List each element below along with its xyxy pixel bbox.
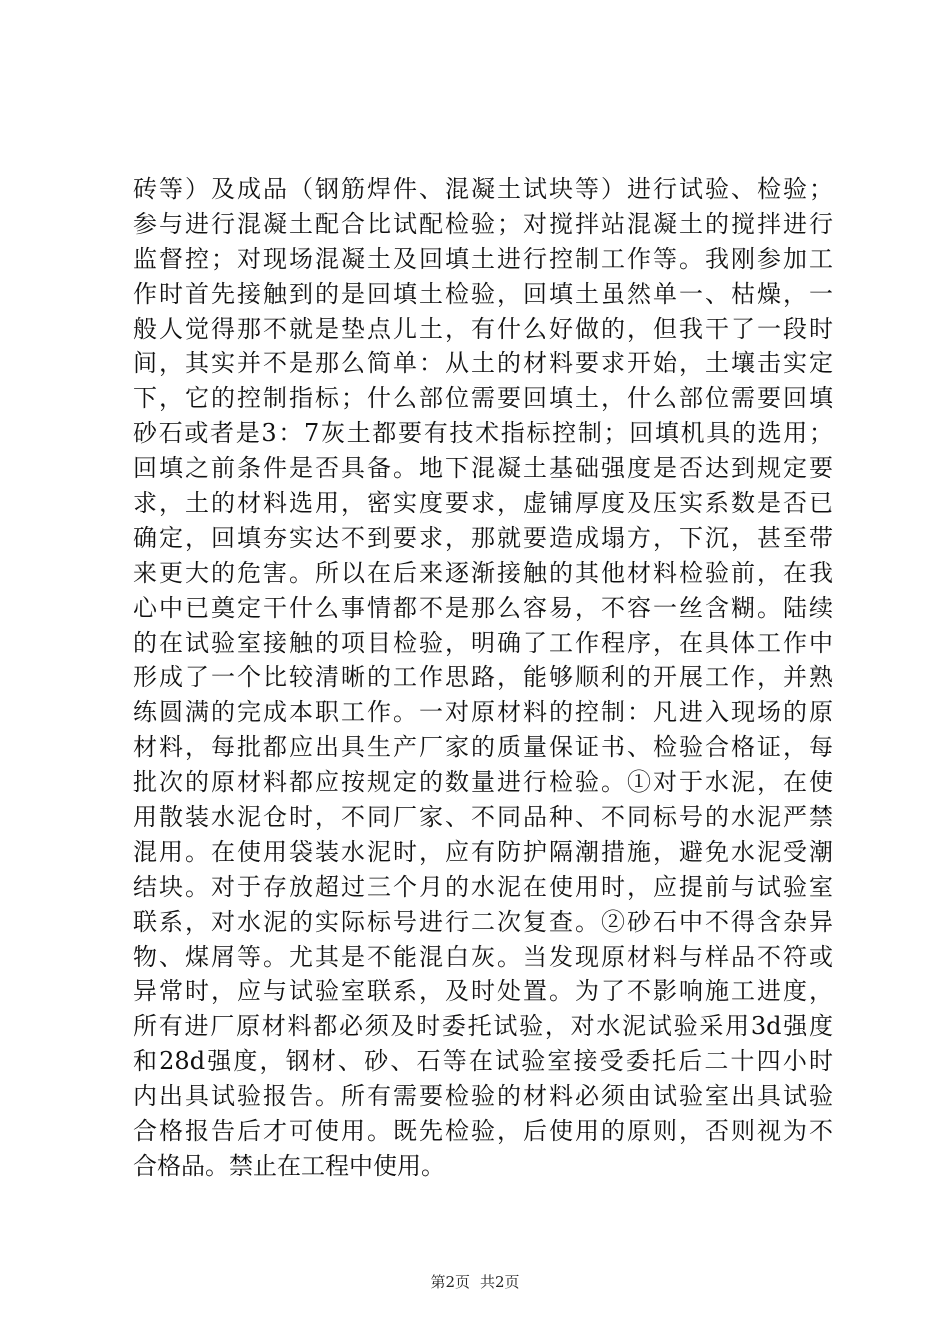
text-line: 异常时，应与试验室联系，及时处置。为了不影响施工进度， [133, 977, 833, 1006]
text-line: 下，它的控制指标；什么部位需要回填土，什么部位需要回填 [133, 384, 833, 413]
text-line: 内出具试验报告。所有需要检验的材料必须由试验室出具试验 [133, 1082, 833, 1111]
text-line: 材料，每批都应出具生产厂家的质量保证书、检验合格证，每 [133, 733, 833, 762]
text-line: 砂石或者是3：7灰土都要有技术指标控制；回填机具的选用； [133, 419, 833, 448]
text-line: 求，土的材料选用，密实度要求，虚铺厚度及压实系数是否已 [133, 489, 833, 518]
page-total: 共2页 [480, 1273, 520, 1291]
text-line: 练圆满的完成本职工作。一对原材料的控制：凡进入现场的原 [133, 698, 833, 727]
text-line: 联系，对水泥的实际标号进行二次复查。②砂石中不得含杂异 [133, 907, 833, 936]
document-body [133, 172, 833, 1184]
text-line: 确定，回填夯实达不到要求，那就要造成塌方，下沉，甚至带 [133, 523, 833, 552]
text-line: 批次的原材料都应按规定的数量进行检验。①对于水泥，在使 [133, 768, 833, 797]
text-line: 般人觉得那不就是垫点儿土，有什么好做的，但我干了一段时 [133, 314, 833, 343]
text-line: 合格报告后才可使用。既先检验，后使用的原则，否则视为不 [133, 1117, 833, 1146]
text-line: 砖等）及成品（钢筋焊件、混凝土试块等）进行试验、检验； [133, 175, 833, 203]
text-line: 合格品。禁止在工程中使用。 [133, 1151, 445, 1180]
text-line: 的在试验室接触的项目检验，明确了工作程序，在具体工作中 [133, 628, 833, 657]
text-line: 来更大的危害。所以在后来逐渐接触的其他材料检验前，在我 [133, 558, 833, 587]
page-footer [0, 1271, 950, 1292]
text-line: 用散装水泥仓时，不同厂家、不同品种、不同标号的水泥严禁 [133, 803, 833, 832]
text-line: 混用。在使用袋装水泥时，应有防护隔潮措施，避免水泥受潮 [133, 837, 833, 866]
text-line: 监督控；对现场混凝土及回填土进行控制工作等。我刚参加工 [133, 244, 833, 273]
text-line: 形成了一个比较清晰的工作思路，能够顺利的开展工作，并熟 [133, 663, 833, 692]
text-line: 物、煤屑等。尤其是不能混白灰。当发现原材料与样品不符或 [133, 942, 833, 971]
text-line: 所有进厂原材料都必须及时委托试验，对水泥试验采用3d强度 [133, 1012, 833, 1041]
page-number: 第2页 [430, 1273, 470, 1291]
text-line: 结块。对于存放超过三个月的水泥在使用时，应提前与试验室 [133, 872, 833, 901]
text-line: 间，其实并不是那么简单：从土的材料要求开始，土壤击实定 [133, 349, 833, 378]
text-line: 和28d强度，钢材、砂、石等在试验室接受委托后二十四小时 [133, 1047, 833, 1076]
text-line: 回填之前条件是否具备。地下混凝土基础强度是否达到规定要 [133, 454, 833, 483]
text-line: 心中已奠定干什么事情都不是那么容易，不容一丝含糊。陆续 [133, 593, 833, 622]
text-line: 参与进行混凝土配合比试配检验；对搅拌站混凝土的搅拌进行 [133, 209, 833, 238]
text-line: 作时首先接触到的是回填土检验，回填土虽然单一、枯燥，一 [133, 279, 833, 308]
